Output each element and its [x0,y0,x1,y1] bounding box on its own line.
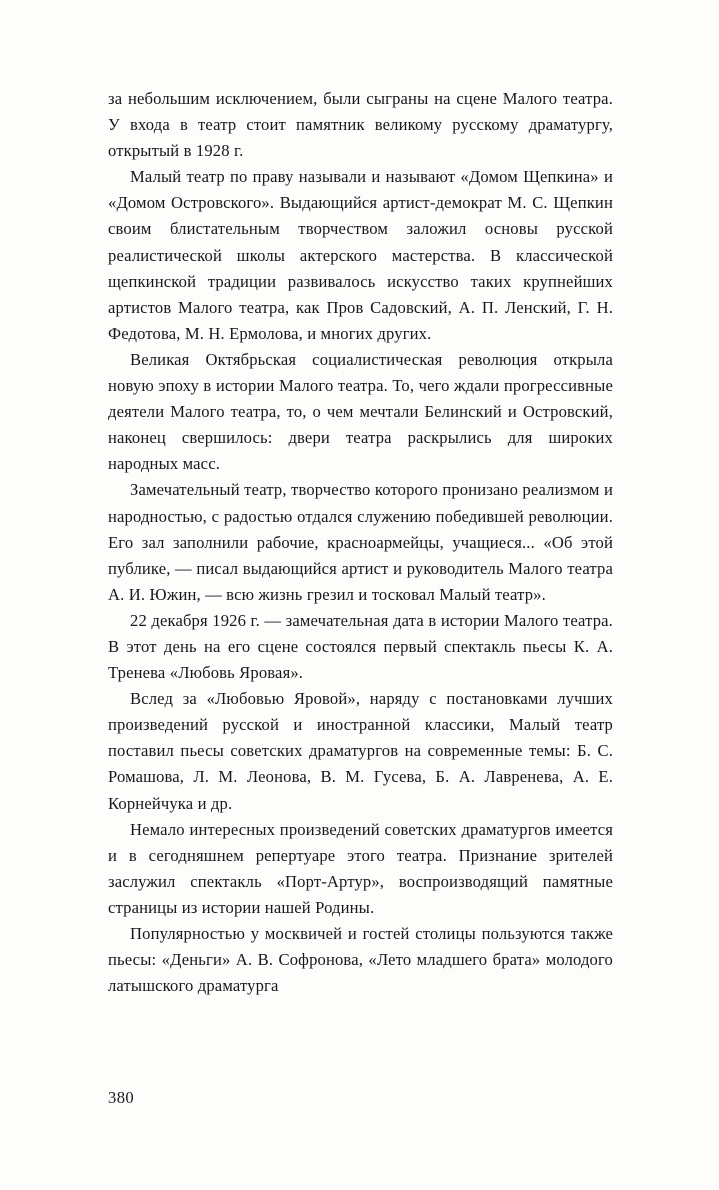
paragraph: Великая Октябрьская социалистическая революция открыла новую эпоху в истории Малого театра. То, чего ждали прогрессивные деятели Малого театра, то, о чем мечтали Белинский и Островский, наконец свершилось: двери театра раскрылись для широких народных масс. [108,349,613,474]
paragraph: Вслед за «Любовью Яровой», наряду с постановками лучших произведений русской и иностранной классики, Малый театр поставил пьесы советских драматургов на современные темы: Б. С. Ромашова, Л. М. Леонова, В. М. Гусева, Б. А. Лавренева, А. Е. Корнейчука и др. [108,689,613,813]
paragraph: за небольшим исключением, были сыграны на сцене Малого театра. У входа в театр стоит памятник великому русскому драматургу, открытый в 1928 г. [108,89,613,161]
page-number: 380 [108,1088,135,1107]
paragraph: Популярностью у москвичей и гостей столицы пользуются также пьесы: «Деньги» А. В. Софронова, «Лето младшего брата» молодого латышского драматурга [108,924,613,996]
paragraph: Немало интересных произведений советских драматургов имеется и в сегодняшнем репертуаре этого театра. Признание зрителей заслужил спектакль «Порт-Артур», воспроизводящий памятные страницы из истории нашей Родины. [108,819,613,917]
paragraph: 22 декабря 1926 г. — замечательная дата в истории Малого театра. В этот день на его сцене состоялся первый спектакль пьесы К. А. Тренева «Любовь Яровая». [108,610,613,683]
paragraph: Малый театр по праву называли и называют «Домом Щепкина» и «Домом Островского». Выдающийся артист-демократ М. С. Щепкин своим блистательным творчеством заложил основы русской реалистической школы актерского мастерства. В классической щепкинской традиции развивалось искусство таких крупнейших артистов Малого театра, как Пров Садовский, А. П. Ленский, Г. Н. Федотова, М. Н. Ермолова, и многих других. [108,167,613,343]
page-text-block [108,86,613,999]
paragraph: Замечательный театр, творчество которого пронизано реализмом и народностью, с радостью отдался служению победившей революции. Его зал заполнили рабочие, красноармейцы, учащиеся... «Об этой публике, — писал выдающийся артист и руководитель Малого театра А. И. Южин, — всю жизнь грезил и тосковал Малый театр». [108,480,613,604]
